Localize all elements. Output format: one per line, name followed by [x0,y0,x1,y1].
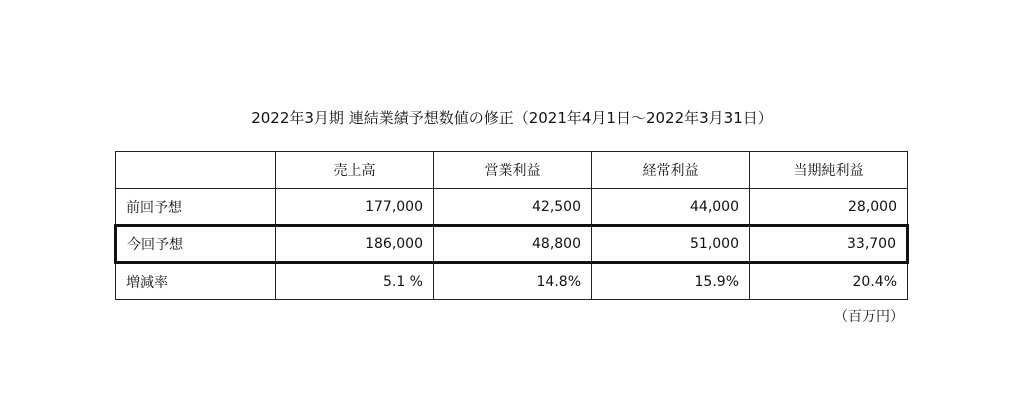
table-row-revised-forecast [116,226,908,263]
table-cell: 44,000 [592,189,750,226]
table-cell: 51,000 [592,226,750,263]
table-cell: 177,000 [276,189,434,226]
table-cell: 186,000 [276,226,434,263]
row-label: 今回予想 [116,226,276,263]
header-cell-net-sales: 売上高 [276,152,434,189]
table-cell: 5.1 % [276,263,434,300]
table-cell: 14.8% [434,263,592,300]
table-cell: 48,800 [434,226,592,263]
header-cell-ordinary-profit: 経常利益 [592,152,750,189]
header-cell-blank [116,152,276,189]
header-cell-operating-profit: 営業利益 [434,152,592,189]
forecast-table [114,151,909,300]
table-cell: 28,000 [750,189,908,226]
document-title: 2022年3月期 連結業績予想数値の修正（2021年4月1日〜2022年3月31日） [251,109,773,127]
row-label: 増減率 [116,263,276,300]
row-label: 前回予想 [116,189,276,226]
table-cell: 15.9% [592,263,750,300]
table-cell: 42,500 [434,189,592,226]
table-cell: 20.4% [750,263,908,300]
unit-note: （百万円） [834,309,904,325]
table-row-change-rate [116,263,908,300]
table-cell: 33,700 [750,226,908,263]
table-row-previous-forecast [116,189,908,226]
table-header-row [116,152,908,189]
header-cell-net-income: 当期純利益 [750,152,908,189]
